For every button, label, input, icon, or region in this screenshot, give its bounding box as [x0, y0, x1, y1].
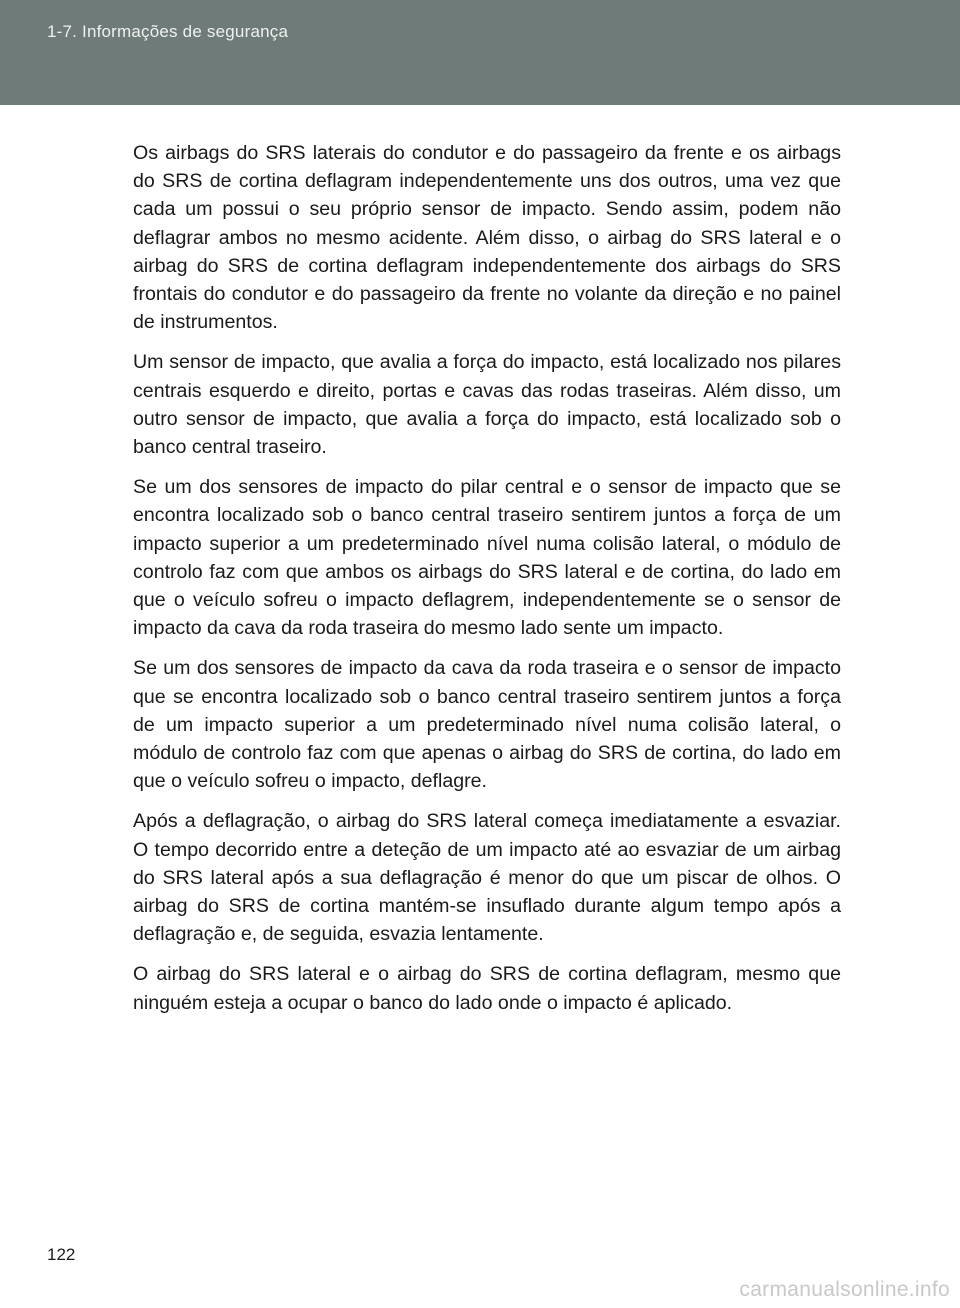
paragraph-3: Se um dos sensores de impacto do pilar central e o sensor de impacto que se encontra localizado sob o banco central traseiro sentirem juntos a força de um impacto superior a um predeterminado nível numa colisão lateral, o módulo de controlo faz com que ambos os airbags do SRS lateral e de cortina, do lado em que o veículo sofreu o impacto deflagrem, independentemente se o sensor de impacto da cava da roda traseira do mesmo lado sente um impacto. [133, 476, 841, 640]
watermark: carmanualsonline.info [739, 1278, 950, 1301]
paragraph-2: Um sensor de impacto, que avalia a força do impacto, está localizado nos pilares centrais esquerdo e direito, portas e cavas das rodas traseiras. Além disso, um outro sensor de impacto, que avalia a força do impacto, está localizado sob o banco central traseiro. [133, 351, 841, 459]
paragraph-6: O airbag do SRS lateral e o airbag do SRS de cortina deflagram, mesmo que ninguém esteja a ocupar o banco do lado onde o impacto é aplicado. [133, 963, 841, 1014]
paragraph-1: Os airbags do SRS laterais do condutor e do passageiro da frente e os airbags do SRS de cortina deflagram independentemente uns dos outros, uma vez que cada um possui o seu próprio sensor de impacto. Sendo assim, podem não deflagrar ambos no mesmo acidente. Além disso, o airbag do SRS lateral e o airbag do SRS de cortina deflagram independentemente dos airbags do SRS frontais do condutor e do passageiro da frente no volante da direção e no painel de instrumentos. [133, 142, 841, 334]
paragraph-5: Após a deflagração, o airbag do SRS lateral começa imediatamente a esvaziar. O tempo decorrido entre a deteção de um impacto até ao esvaziar de um airbag do SRS lateral após a sua deflagração é menor do que um piscar de olhos. O airbag do SRS de cortina mantém-se insuflado durante algum tempo após a deflagração e, de seguida, esvazia lentamente. [133, 810, 841, 946]
body-text [133, 139, 841, 1029]
paragraph-4: Se um dos sensores de impacto da cava da roda traseira e o sensor de impacto que se encontra localizado sob o banco central traseiro sentirem juntos a força de um impacto superior a um predeterminado nível numa colisão lateral, o módulo de controlo faz com que apenas o airbag do SRS de cortina, do lado em que o veículo sofreu o impacto, deflagre. [133, 657, 841, 793]
header-bar [0, 0, 960, 105]
section-title: 1-7. Informações de segurança [47, 22, 289, 41]
page-number: 122 [47, 1245, 76, 1264]
